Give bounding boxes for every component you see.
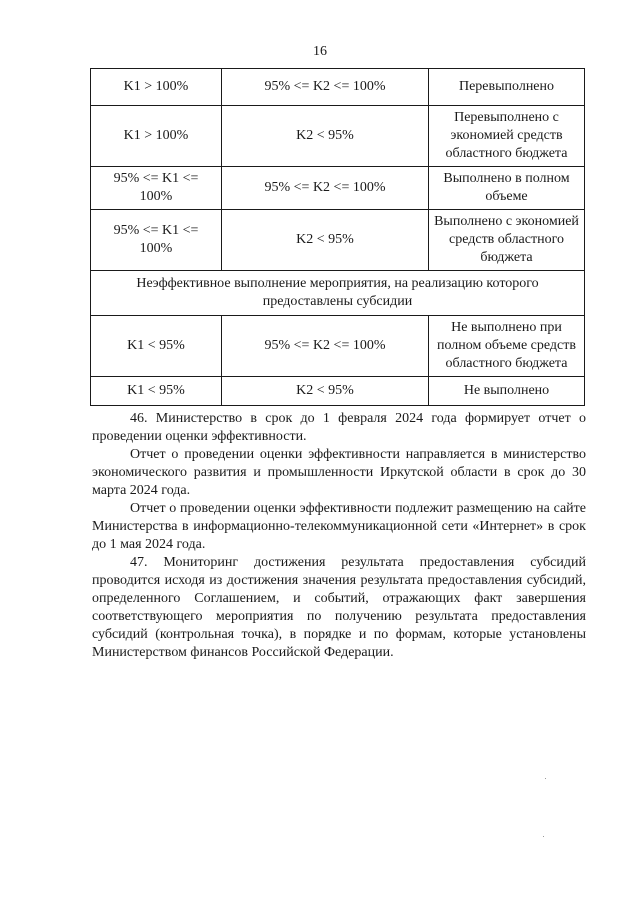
- table-cell-k1: K1 > 100%: [91, 106, 222, 167]
- table-cell-k2: K2 < 95%: [222, 377, 429, 406]
- table-section-heading: Неэффективное выполнение мероприятия, на реализацию которого предоставлены субсидии: [91, 271, 585, 316]
- paragraph-47: 47. Мониторинг достижения результата предоставления субсидий проводится исходя из достижения значения результата предоставления субсидий, определенного Соглашением, и событий, отражающих факт завершения соответствующего мероприятия по получению результата предоставления субсидий (контрольная точка), в порядке и по формам, которые установлены Министерством финансов Российской Федерации.: [92, 555, 586, 660]
- table-cell-result: Не выполнено: [429, 377, 585, 406]
- paragraph-46: 46. Министерство в срок до 1 февраля 2024 года формирует отчет о проведении оценки эффективности.: [92, 411, 586, 444]
- table-cell-k1: K1 > 100%: [91, 69, 222, 106]
- table-cell-k2: 95% <= K2 <= 100%: [222, 69, 429, 106]
- table-row: [91, 377, 585, 406]
- table-row: [91, 106, 585, 167]
- table-cell-k2: K2 < 95%: [222, 106, 429, 167]
- evaluation-criteria-table: [90, 68, 585, 406]
- table-section-row: [91, 271, 585, 316]
- paragraph-report-sent: Отчет о проведении оценки эффективности направляется в министерство экономического развития и промышленности Иркутской области в срок до 30 марта 2024 года.: [92, 447, 586, 498]
- scan-speck: [543, 836, 544, 837]
- table-cell-k1: 95% <= K1 <= 100%: [91, 167, 222, 210]
- table-cell-k1: K1 < 95%: [91, 316, 222, 377]
- table-cell-result: Выполнено с экономией средств областного бюджета: [429, 210, 585, 271]
- table-cell-k2: 95% <= K2 <= 100%: [222, 167, 429, 210]
- table-row: [91, 210, 585, 271]
- table-cell-result: Перевыполнено с экономией средств областного бюджета: [429, 106, 585, 167]
- table-cell-k2: 95% <= K2 <= 100%: [222, 316, 429, 377]
- table-row: [91, 167, 585, 210]
- table-cell-result: Не выполнено при полном объеме средств областного бюджета: [429, 316, 585, 377]
- table-row: [91, 316, 585, 377]
- table-cell-k1: K1 < 95%: [91, 377, 222, 406]
- table-cell-k2: K2 < 95%: [222, 210, 429, 271]
- table-cell-k1: 95% <= K1 <= 100%: [91, 210, 222, 271]
- page-number: 16: [313, 44, 327, 59]
- table-cell-result: Выполнено в полном объеме: [429, 167, 585, 210]
- scan-speck: [545, 778, 546, 779]
- paragraph-report-published: Отчет о проведении оценки эффективности подлежит размещению на сайте Министерства в информационно-телекоммуникационной сети «Интернет» в срок до 1 мая 2024 года.: [92, 501, 586, 552]
- table-cell-result: Перевыполнено: [429, 69, 585, 106]
- table-row: [91, 69, 585, 106]
- document-body: [92, 410, 586, 662]
